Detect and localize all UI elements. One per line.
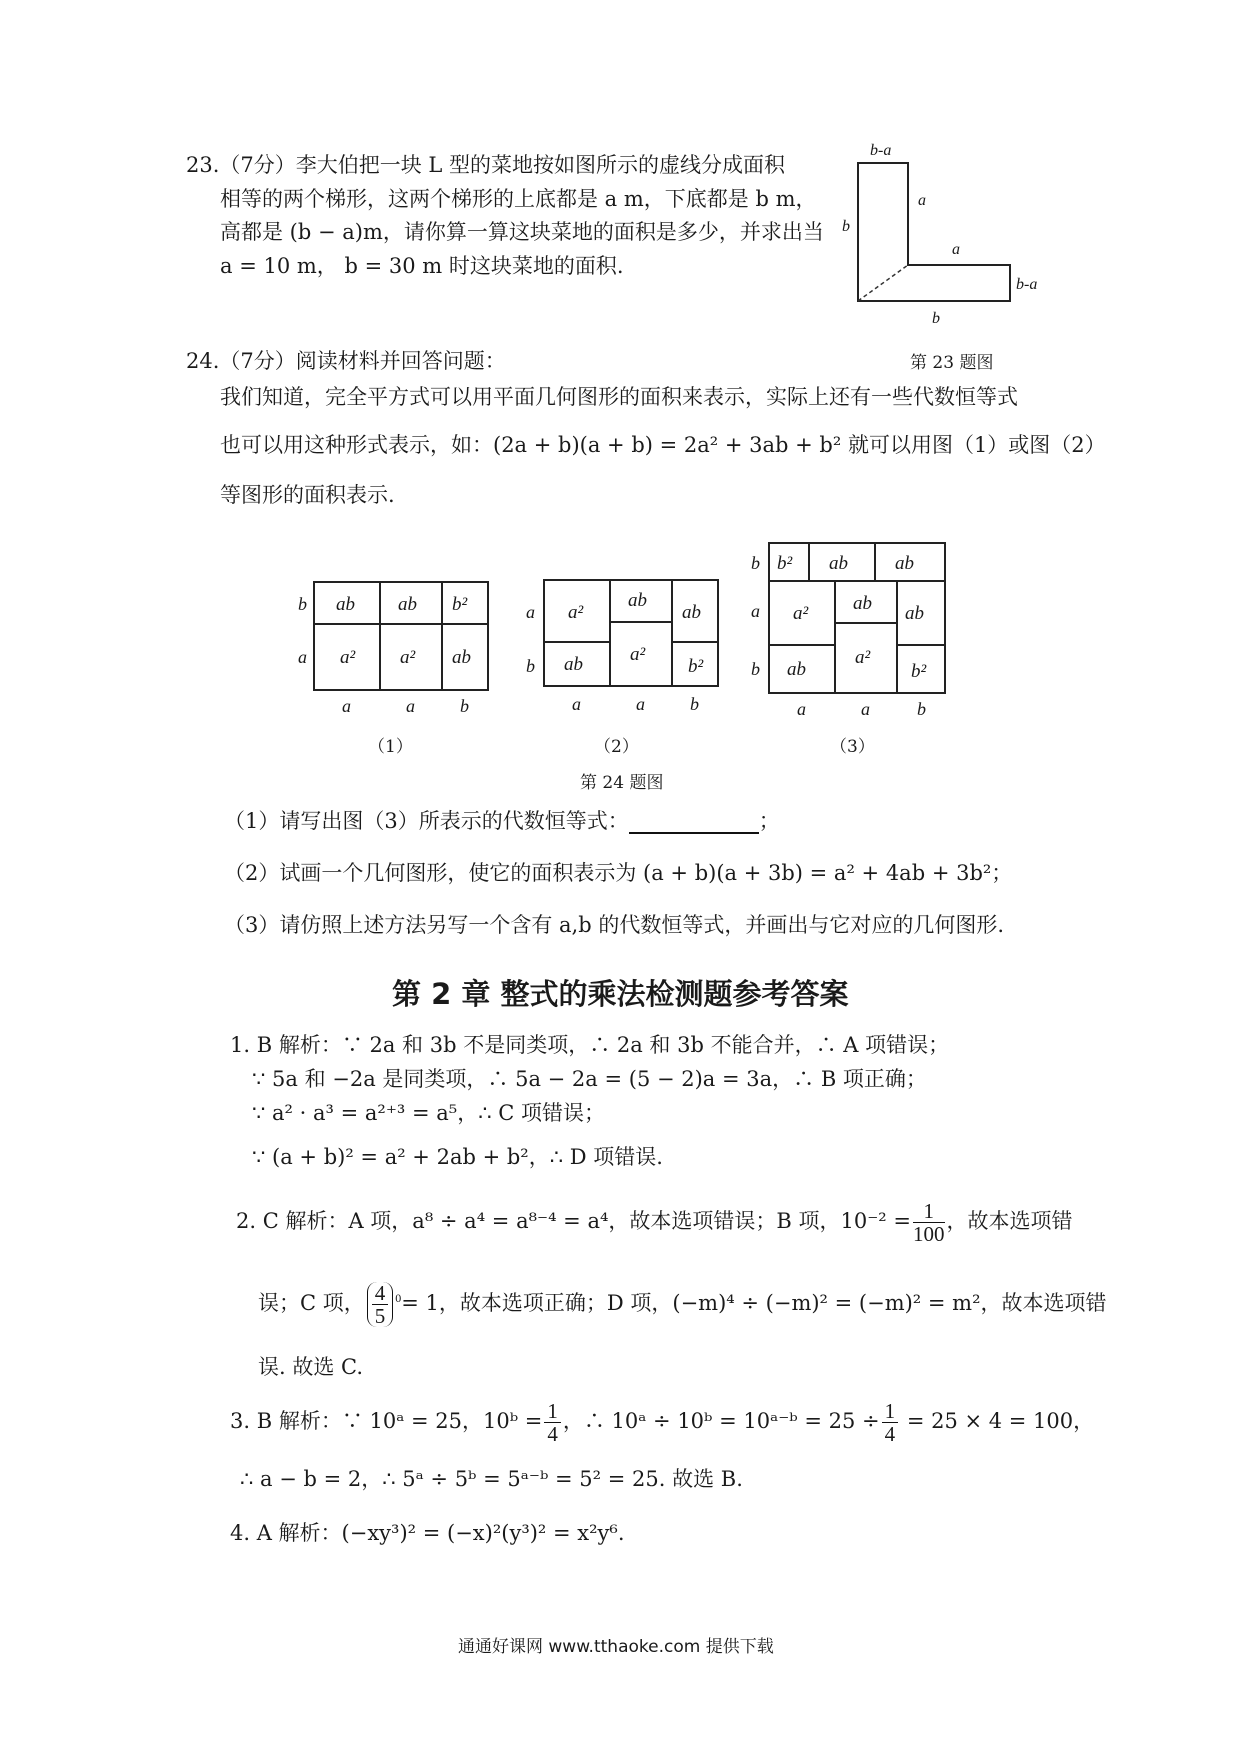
q23-line1: 23.（7分）李大伯把一块 L 型的菜地按如图所示的虚线分成面积	[186, 153, 786, 177]
answer-2-line2-end: = 1，故本选项正确；D 项，(−m)⁴ ÷ (−m)² = (−m)² = m²，故本选项错	[401, 1291, 1107, 1315]
footer-text: 通通好课网 www.tthaoke.com 提供下载	[458, 1637, 774, 1657]
fig1-cell-2: ab	[398, 594, 417, 615]
fig3-row-label-3: b	[751, 659, 760, 679]
fig1-cell-5: a²	[400, 647, 416, 668]
answers-title: 第 2 章 整式的乘法检测题参考答案	[392, 977, 849, 1011]
q24-line1: 24.（7分）阅读材料并回答问题：	[186, 349, 506, 373]
fig1-cell-1: ab	[336, 594, 355, 615]
fig1-caption: （1）	[368, 737, 413, 757]
fig3-cell-3: ab	[895, 553, 914, 574]
answer-2-line1	[236, 1196, 1073, 1246]
fraction-1-over-4-a: $\frac{1}{4}$	[544, 1400, 561, 1445]
answer-1-line3: ∵ a² · a³ = a²⁺³ = a⁵，∴ C 项错误；	[252, 1101, 605, 1125]
answer-3-line1-mid: ，∴ 10ᵃ ÷ 10ᵇ = 10ᵃ⁻ᵇ = 25 ÷	[562, 1409, 880, 1433]
fig3-cell-8: a²	[855, 647, 871, 668]
answer-3-line2: ∴ a − b = 2，∴ 5ᵃ ÷ 5ᵇ = 5ᵃ⁻ᵇ = 5² = 25. 故选 B.	[240, 1467, 743, 1491]
answer-blank	[629, 812, 759, 834]
fig3-cell-7: ab	[787, 659, 806, 680]
fig2-col-label-2: a	[636, 694, 645, 714]
fig2-cell-5: a²	[630, 644, 646, 665]
q23-line3: 高都是 (b − a)m，请你算一算这块菜地的面积是多少，并求出当	[220, 220, 824, 244]
label-right: b-a	[1016, 276, 1038, 293]
fig3-col-label-2: a	[861, 699, 870, 719]
fig1-cell-4: a²	[340, 647, 356, 668]
fig1-row-label-1: b	[298, 594, 307, 614]
q24-line3: 也可以用这种形式表示，如：(2a + b)(a + b) = 2a² + 3ab + b² 就可以用图（1）或图（2）	[220, 433, 1106, 457]
q24-sub1-end: ；	[758, 809, 780, 833]
answer-3-line1-end: = 25 × 4 = 100，	[900, 1409, 1095, 1433]
l-shape-diagonal	[858, 265, 908, 301]
q24-figure-caption: 第 24 题图	[580, 773, 664, 793]
fig3-row-label-1: b	[751, 553, 760, 573]
zero-exponent: 0	[395, 1291, 402, 1305]
q23-figure-caption: 第 23 题图	[910, 353, 994, 373]
q24-line2: 我们知道，完全平方式可以用平面几何图形的面积来表示，实际上还有一些代数恒等式	[220, 385, 1018, 409]
answer-1-line2: ∵ 5a 和 −2a 是同类项，∴ 5a − 2a = (5 − 2)a = 3a，∴ B 项正确；	[252, 1067, 927, 1091]
answer-2-line2	[258, 1278, 1107, 1328]
q24-figure-3	[745, 535, 955, 730]
q24-figure-1	[290, 576, 500, 716]
answer-2-line2-text: 误；C 项，	[258, 1291, 365, 1315]
fraction-4-over-5-paren: $\frac{4}{5}$	[367, 1282, 394, 1327]
fig3-cell-1: b²	[777, 553, 793, 574]
fig2-cell-1: a²	[568, 602, 584, 623]
answer-4: 4. A 解析：(−xy³)² = (−x)²(y³)² = x²y⁶.	[230, 1521, 625, 1545]
fig2-caption: （2）	[594, 737, 639, 757]
label-bottom: b	[932, 310, 940, 327]
fig3-cell-4: a²	[793, 603, 809, 624]
fig3-row-label-2: a	[751, 601, 760, 621]
answer-2-line1-text: 2. C 解析：A 项，a⁸ ÷ a⁴ = a⁸⁻⁴ = a⁴，故本选项错误；B 项，10⁻² =	[236, 1209, 911, 1233]
fig1-col-label-1: a	[342, 696, 351, 716]
q24-line4: 等图形的面积表示.	[220, 483, 395, 507]
label-top: b-a	[870, 142, 892, 159]
fig3-cell-9: b²	[911, 661, 927, 682]
label-inner-vertical: a	[918, 192, 926, 209]
fig2-col-label-1: a	[572, 694, 581, 714]
fig2-row-label-2: b	[526, 656, 535, 676]
fig3-col-label-3: b	[917, 699, 926, 719]
answer-1-line1: 1. B 解析：∵ 2a 和 3b 不是同类项，∴ 2a 和 3b 不能合并，∴ A 项错误；	[230, 1033, 950, 1057]
q24-sub2: （2）试画一个几何图形，使它的面积表示为 (a + b)(a + 3b) = a² + 4ab + 3b²；	[224, 861, 1013, 885]
answer-2-line3: 误. 故选 C.	[258, 1355, 364, 1379]
fig2-col-label-3: b	[690, 694, 699, 714]
label-inner-horizontal: a	[952, 241, 960, 258]
answer-1-line4: ∵ (a + b)² = a² + 2ab + b²，∴ D 项错误.	[252, 1145, 663, 1169]
fig2-cell-3: ab	[682, 602, 701, 623]
fig2-cell-6: b²	[688, 656, 704, 677]
answer-3-line1	[230, 1396, 1094, 1446]
q23-l-shape-figure	[840, 135, 1060, 335]
l-shape-outline	[858, 163, 1010, 301]
fraction-1-over-100: $\frac{1}{100}$	[913, 1199, 945, 1246]
fraction-1-over-4-b: $\frac{1}{4}$	[882, 1400, 899, 1445]
q24-sub1	[224, 808, 780, 834]
answer-3-line1-text: 3. B 解析：∵ 10ᵃ = 25，10ᵇ =	[230, 1409, 543, 1433]
q23-line4: a = 10 m， b = 30 m 时这块菜地的面积.	[220, 254, 624, 278]
fig3-col-label-1: a	[797, 699, 806, 719]
q24-sub3: （3）请仿照上述方法另写一个含有 a,b 的代数恒等式，并画出与它对应的几何图形.	[224, 913, 1005, 937]
answer-2-line1-end: ，故本选项错	[946, 1209, 1073, 1233]
fig2-cell-4: ab	[564, 654, 583, 675]
fig1-cell-3: b²	[452, 594, 468, 615]
label-left: b	[842, 218, 850, 235]
fig3-cell-6: ab	[905, 603, 924, 624]
fig3-cell-5: ab	[853, 593, 872, 614]
fig2-row-label-1: a	[526, 602, 535, 622]
fig3-caption: （3）	[830, 737, 875, 757]
fig1-col-label-2: a	[406, 696, 415, 716]
q24-figure-2	[520, 570, 730, 720]
fig1-cell-6: ab	[452, 647, 471, 668]
fig3-cell-2: ab	[829, 553, 848, 574]
fig1-row-label-2: a	[298, 647, 307, 667]
fig2-cell-2: ab	[628, 590, 647, 611]
q24-sub1-text: （1）请写出图（3）所表示的代数恒等式：	[224, 809, 629, 833]
q23-line2: 相等的两个梯形，这两个梯形的上底都是 a m，下底都是 b m，	[220, 187, 817, 211]
fig1-col-label-3: b	[460, 696, 469, 716]
